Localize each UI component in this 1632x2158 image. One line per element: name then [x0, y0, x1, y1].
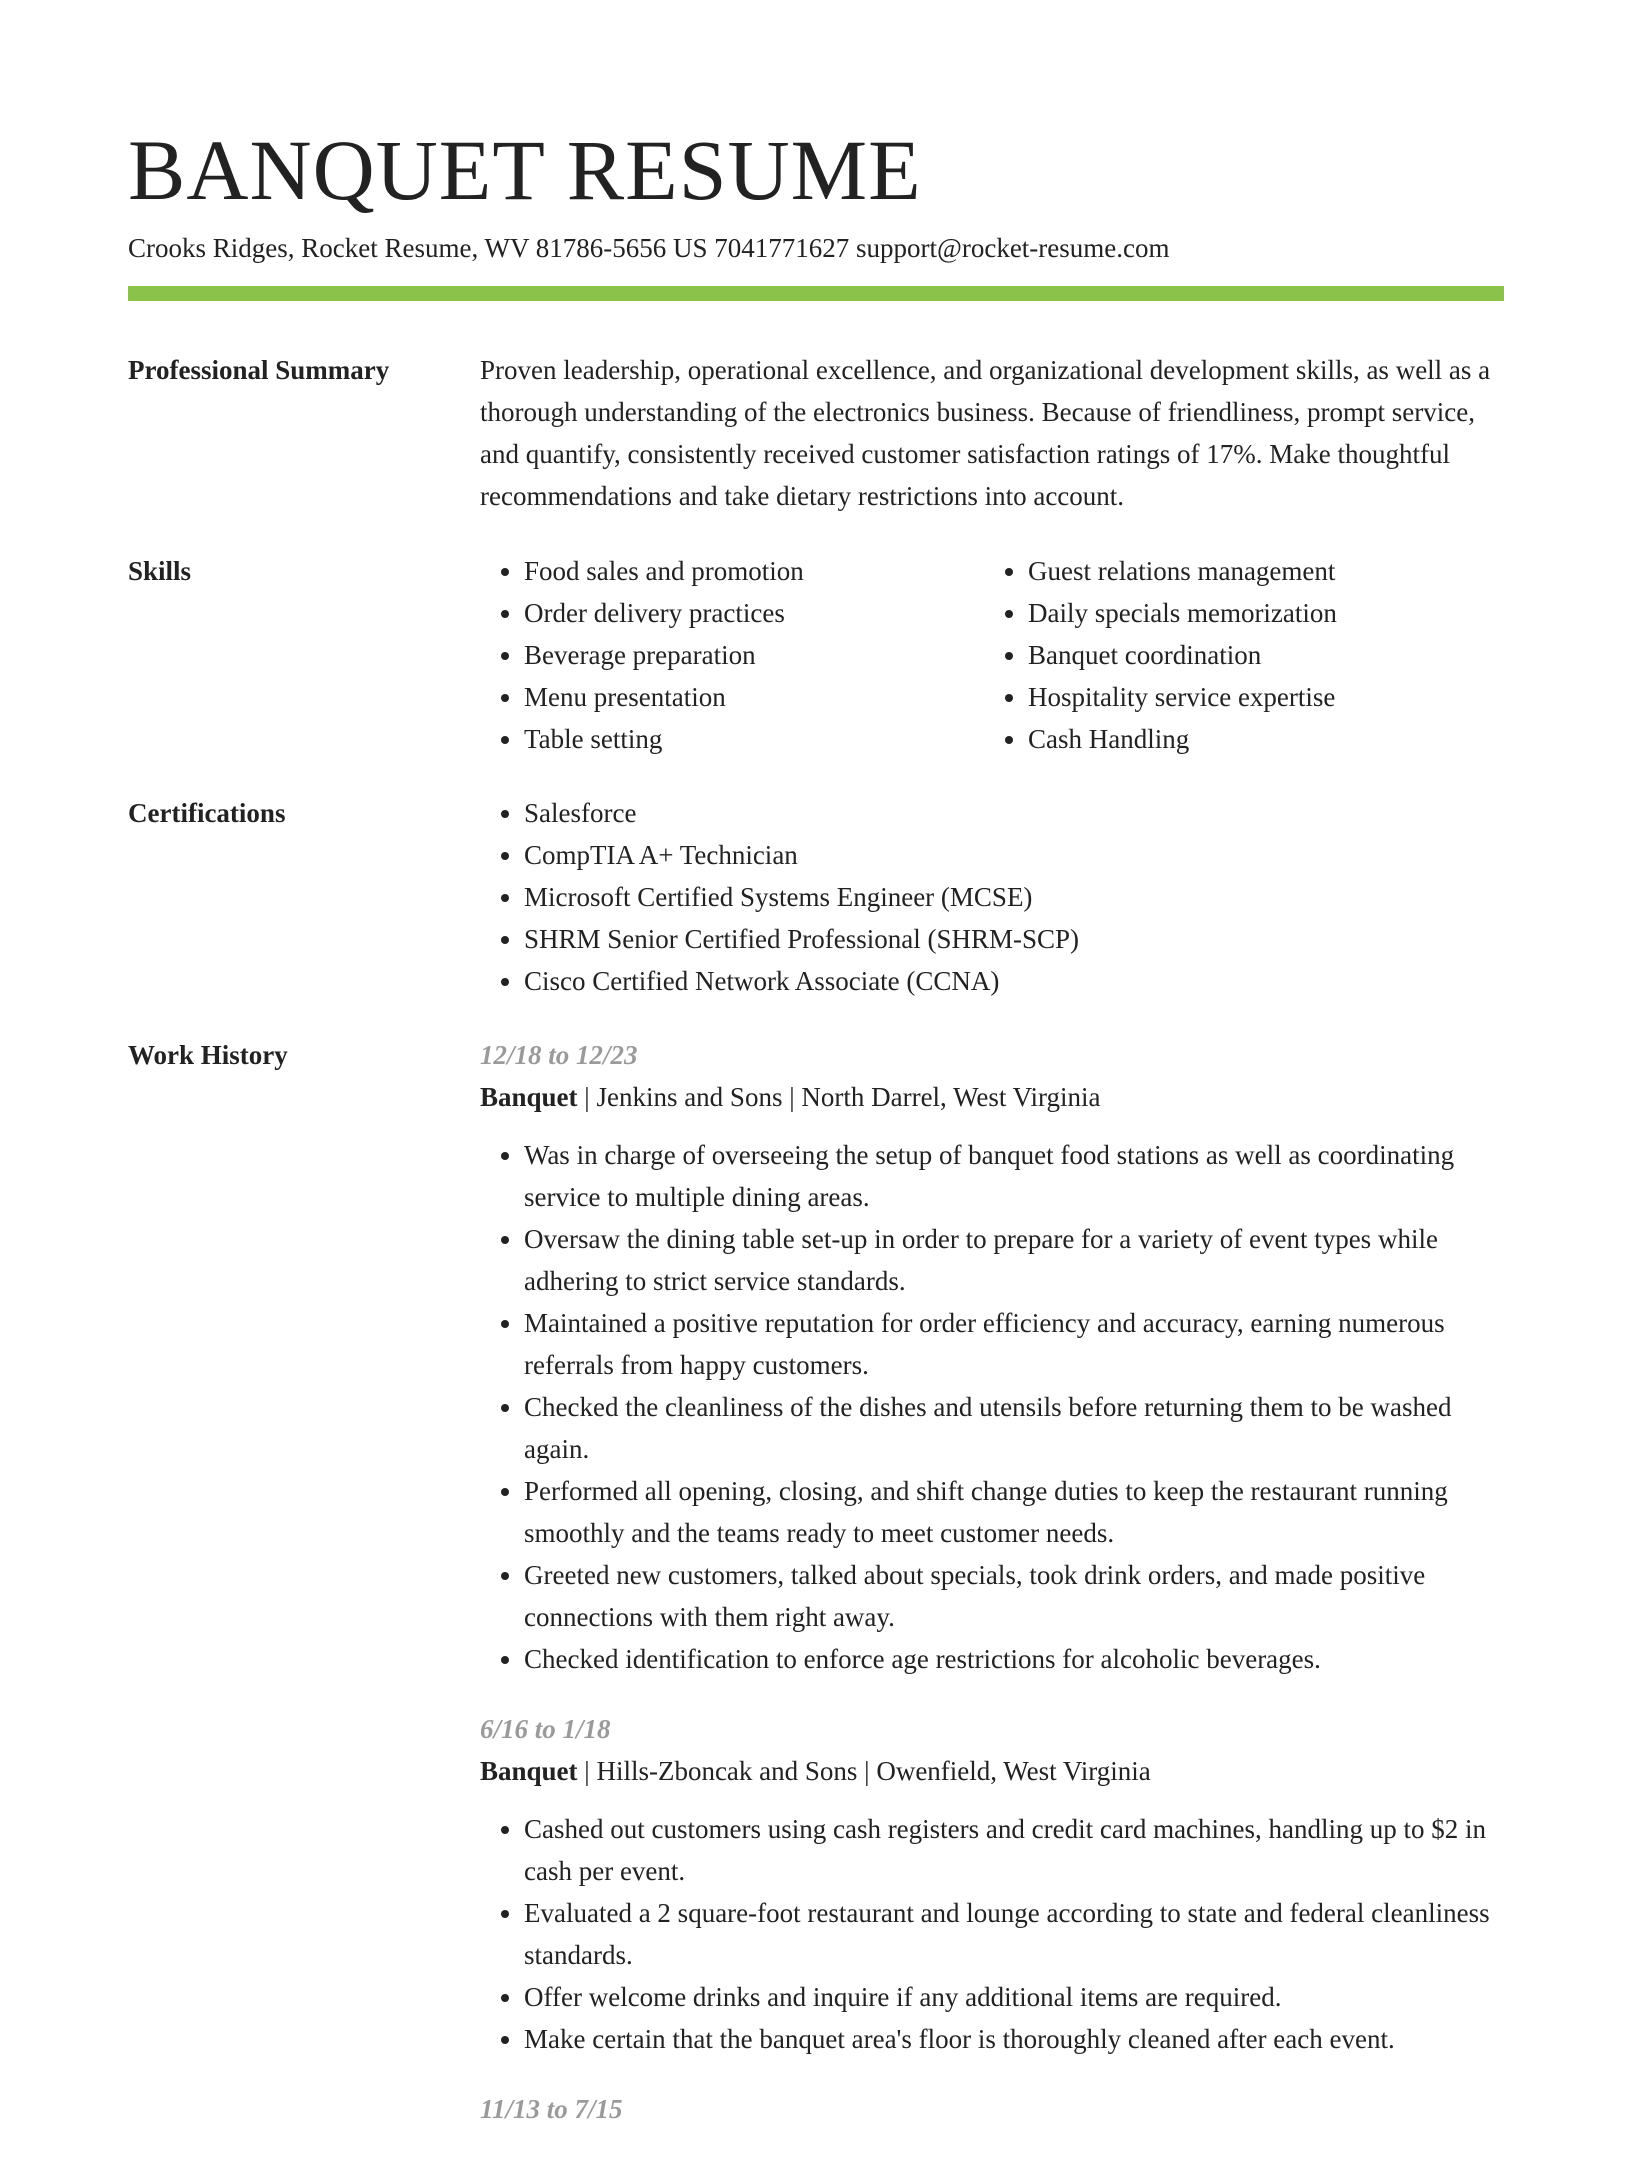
job-dates: 11/13 to 7/15 — [480, 2094, 623, 2124]
summary-body — [480, 349, 1504, 517]
job-details: | Jenkins and Sons | North Darrel, West Virginia — [577, 1082, 1101, 1112]
job-heading — [480, 1076, 1504, 1118]
skills-list-right — [984, 550, 1488, 760]
job-entry — [480, 1708, 1504, 2060]
certification-item: • Microsoft Certified Systems Engineer (MCSE) — [524, 876, 1504, 918]
job-bullet: • Was in charge of overseeing the setup of banquet food stations as well as coordinating service to multiple dining areas. — [524, 1134, 1504, 1218]
skills-heading: Skills — [128, 556, 192, 586]
resume-title: BANQUET RESUME — [128, 122, 922, 218]
skill-item: • Daily specials memorization — [1028, 592, 1488, 634]
summary-text: Proven leadership, operational excellence, and organizational development skills, as well as a thorough understanding of the electronics business. Because of friendliness, prompt service, and quantify, consistently received customer satisfaction ratings of 17%. Make thoughtful recommendations and take dietary restrictions into account. — [480, 355, 1491, 511]
certification-item: • Cisco Certified Network Associate (CCNA) — [524, 960, 1504, 1002]
skill-item: • Guest relations management — [1028, 550, 1488, 592]
skill-item: • Banquet coordination — [1028, 634, 1488, 676]
summary-heading: Professional Summary — [128, 355, 390, 385]
job-bullet: • Maintained a positive reputation for order efficiency and accuracy, earning numerous referrals from happy customers. — [524, 1302, 1504, 1386]
work-history-body — [480, 1034, 1504, 2158]
job-title: Banquet — [480, 1082, 578, 1112]
skill-item: • Beverage preparation — [524, 634, 984, 676]
contact-info: Crooks Ridges, Rocket Resume, WV 81786-5656 US 7041771627 support@rocket-resume.com — [128, 233, 1170, 263]
job-bullet: • Checked identification to enforce age restrictions for alcoholic beverages. — [524, 1638, 1504, 1680]
job-bullet: • Performed all opening, closing, and shift change duties to keep the restaurant running smoothly and the teams ready to meet customer needs. — [524, 1470, 1504, 1554]
certification-item: • Salesforce — [524, 792, 1504, 834]
skill-item: • Table setting — [524, 718, 984, 760]
job-bullet: • Oversaw the dining table set-up in order to prepare for a variety of event types while adhering to strict service standards. — [524, 1218, 1504, 1302]
certification-item: • SHRM Senior Certified Professional (SHRM-SCP) — [524, 918, 1504, 960]
certification-item: • CompTIA A+ Technician — [524, 834, 1504, 876]
job-bullet: • Evaluated a 2 square-foot restaurant and lounge according to state and federal cleanliness standards. — [524, 1892, 1504, 1976]
job-title: Banquet — [480, 1756, 578, 1786]
skill-item: • Menu presentation — [524, 676, 984, 718]
job-bullet: • Offer welcome drinks and inquire if any additional items are required. — [524, 1976, 1504, 2018]
header-divider — [128, 286, 1504, 301]
certifications-body — [480, 792, 1504, 1002]
skill-item: • Food sales and promotion — [524, 550, 984, 592]
skill-item: • Order delivery practices — [524, 592, 984, 634]
work-history-heading: Work History — [128, 1040, 288, 1070]
job-heading — [480, 1750, 1504, 1792]
certifications-list — [480, 792, 1504, 1002]
job-bullets — [480, 1134, 1504, 1680]
skills-body — [480, 550, 1504, 760]
job-dates: 6/16 to 1/18 — [480, 1714, 611, 1744]
job-entry — [480, 1034, 1504, 1680]
certifications-heading: Certifications — [128, 798, 286, 828]
job-entry — [480, 2088, 1504, 2130]
skill-item: • Hospitality service expertise — [1028, 676, 1488, 718]
job-details: | Hills-Zboncak and Sons | Owenfield, West Virginia — [577, 1756, 1151, 1786]
skills-list-left — [480, 550, 984, 760]
job-dates: 12/18 to 12/23 — [480, 1040, 638, 1070]
job-bullet: • Make certain that the banquet area's floor is thoroughly cleaned after each event. — [524, 2018, 1504, 2060]
job-bullet: • Checked the cleanliness of the dishes and utensils before returning them to be washed again. — [524, 1386, 1504, 1470]
skill-item: • Cash Handling — [1028, 718, 1488, 760]
job-bullets — [480, 1808, 1504, 2060]
job-bullet: • Cashed out customers using cash registers and credit card machines, handling up to $2 in cash per event. — [524, 1808, 1504, 1892]
job-bullet: • Greeted new customers, talked about specials, took drink orders, and made positive connections with them right away. — [524, 1554, 1504, 1638]
